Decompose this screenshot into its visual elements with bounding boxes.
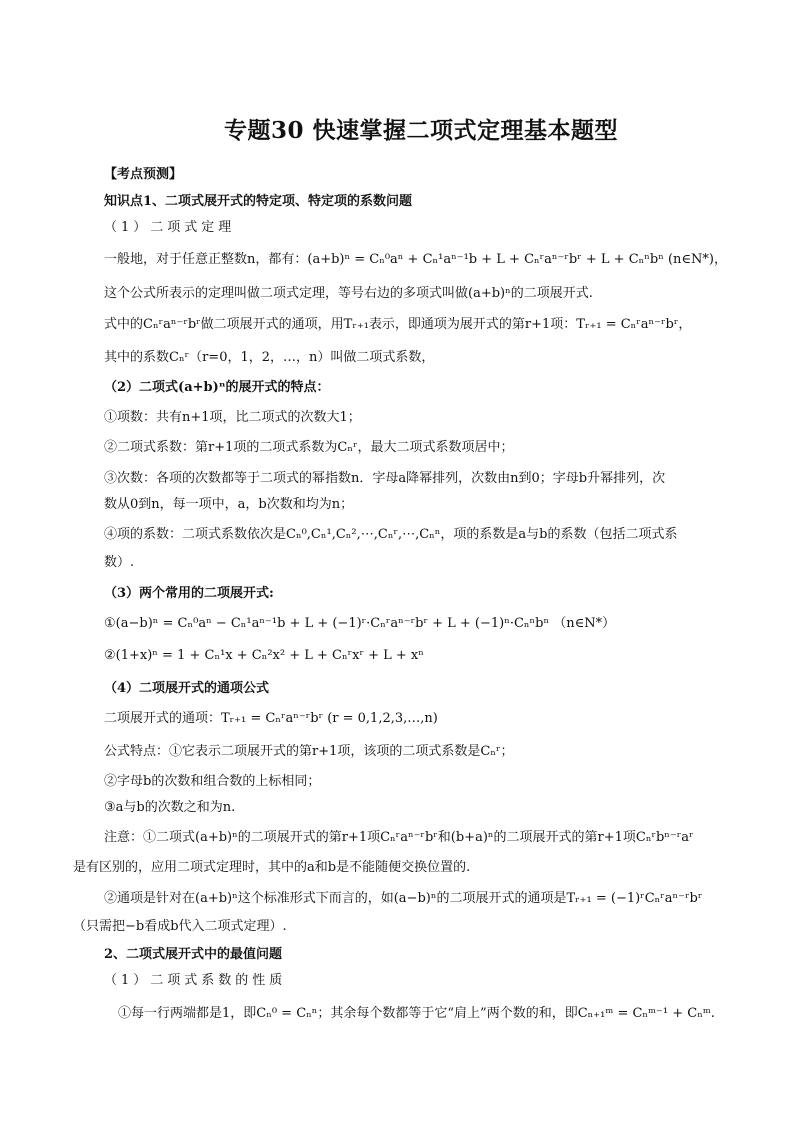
subheading-expansion-features: （2）二项式(a+b)ⁿ的展开式的特点： — [104, 380, 330, 395]
subheading-general-term-formula: （4）二项展开式的通项公式 — [104, 681, 270, 696]
expansion-one-plus-x: ②(1+x)ⁿ = 1 + Cₙ¹x + Cₙ²x² + L + Cₙʳxʳ + L + xⁿ — [104, 648, 424, 663]
subheading-coefficient-properties: （1）二项式系数的性质 — [104, 973, 287, 988]
general-term-formula: 二项展开式的通项：Tᵣ₊₁ = Cₙʳaⁿ⁻ʳbʳ (r = 0,1,2,3,…,n) — [104, 711, 438, 726]
feature-number-of-terms: ①项数：共有n+1项，比二项式的次数大1； — [104, 410, 361, 425]
theorem-definition: 这个公式所表示的定理叫做二项式定理，等号右边的多项式叫做(a+b)ⁿ的二项展开式. — [104, 286, 593, 301]
expansion-a-minus-b: ①(a−b)ⁿ = Cₙ⁰aⁿ − Cₙ¹aⁿ⁻¹b + L + (−1)ʳ·Cₙʳaⁿ⁻ʳbʳ + L + (−1)ⁿ·Cₙⁿbⁿ （n∈N*） — [104, 616, 616, 631]
feature-binomial-coefficient: ②二项式系数：第r+1项的二项式系数为Cₙʳ，最大二项式系数项居中； — [104, 440, 514, 455]
property-1: ①每一行两端都是1，即Cₙ⁰ = Cₙⁿ；其余每个数都等于它“肩上”两个数的和，即Cₙ₊₁ᵐ = Cₙᵐ⁻¹ + Cₙᵐ. — [118, 1006, 715, 1021]
note-1-continued: 是有区别的，应用二项式定理时，其中的a和b是不能随便交换位置的. — [73, 860, 471, 875]
knowledge-point-1-heading: 知识点1、二项式展开式的特定项、特定项的系数问题 — [104, 194, 413, 209]
note-2: ②通项是针对在(a+b)ⁿ这个标准形式下而言的，如(a−b)ⁿ的二项展开式的通项是Tᵣ₊₁ = (−1)ʳCₙʳaⁿ⁻ʳbʳ — [104, 891, 703, 906]
binomial-coefficient-definition: 其中的系数Cₙʳ（r=0，1，2，…，n）叫做二项式系数， — [104, 350, 435, 365]
subheading-common-expansions: （3）两个常用的二项展开式: — [104, 586, 274, 601]
general-term-definition: 式中的Cₙʳaⁿ⁻ʳbʳ做二项展开式的通项，用Tᵣ₊₁表示，即通项为展开式的第r+1项：Tᵣ₊₁ = Cₙʳaⁿ⁻ʳbʳ， — [104, 317, 692, 332]
note-2-continued: （只需把−b看成b代入二项式定理）. — [73, 919, 287, 934]
formula-feature-1: 公式特点：①它表示二项展开式的第r+1项，该项的二项式系数是Cₙʳ； — [104, 744, 514, 759]
formula-feature-2: ②字母b的次数和组合数的上标相同； — [104, 774, 321, 789]
feature-degree-continued: 数从0到n，每一项中，a，b次数和均为n； — [104, 497, 354, 512]
page-title: 专题30 快速掌握二项式定理基本题型 — [223, 117, 618, 144]
section-2-heading: 2、二项式展开式中的最值问题 — [104, 947, 283, 962]
feature-term-coefficient: ④项的系数：二项式系数依次是Cₙ⁰,Cₙ¹,Cₙ²,⋯,Cₙʳ,⋯,Cₙⁿ，项的系数是a与b的系数（包括二项式系 — [104, 527, 678, 542]
note-1: 注意：①二项式(a+b)ⁿ的二项展开式的第r+1项Cₙʳaⁿ⁻ʳbʳ和(b+a)ⁿ的二项展开式的第r+1项Cₙʳbⁿ⁻ʳaʳ — [104, 830, 694, 845]
section-header-exam-forecast: 【考点预测】 — [104, 167, 183, 182]
feature-term-coefficient-continued: 数）. — [104, 555, 135, 570]
feature-degree: ③次数：各项的次数都等于二项式的幂指数n．字母a降幂排列，次数由n到0；字母b升幂排列，次 — [104, 471, 666, 486]
formula-feature-3: ③a与b的次数之和为n. — [104, 800, 236, 815]
theorem-statement: 一般地，对于任意正整数n，都有：(a+b)ⁿ = Cₙ⁰aⁿ + Cₙ¹aⁿ⁻¹b + L + Cₙʳaⁿ⁻ʳbʳ + L + Cₙⁿbⁿ (n∈N*)， — [104, 252, 727, 267]
subheading-binomial-theorem: （1）二项式定理 — [104, 220, 236, 235]
